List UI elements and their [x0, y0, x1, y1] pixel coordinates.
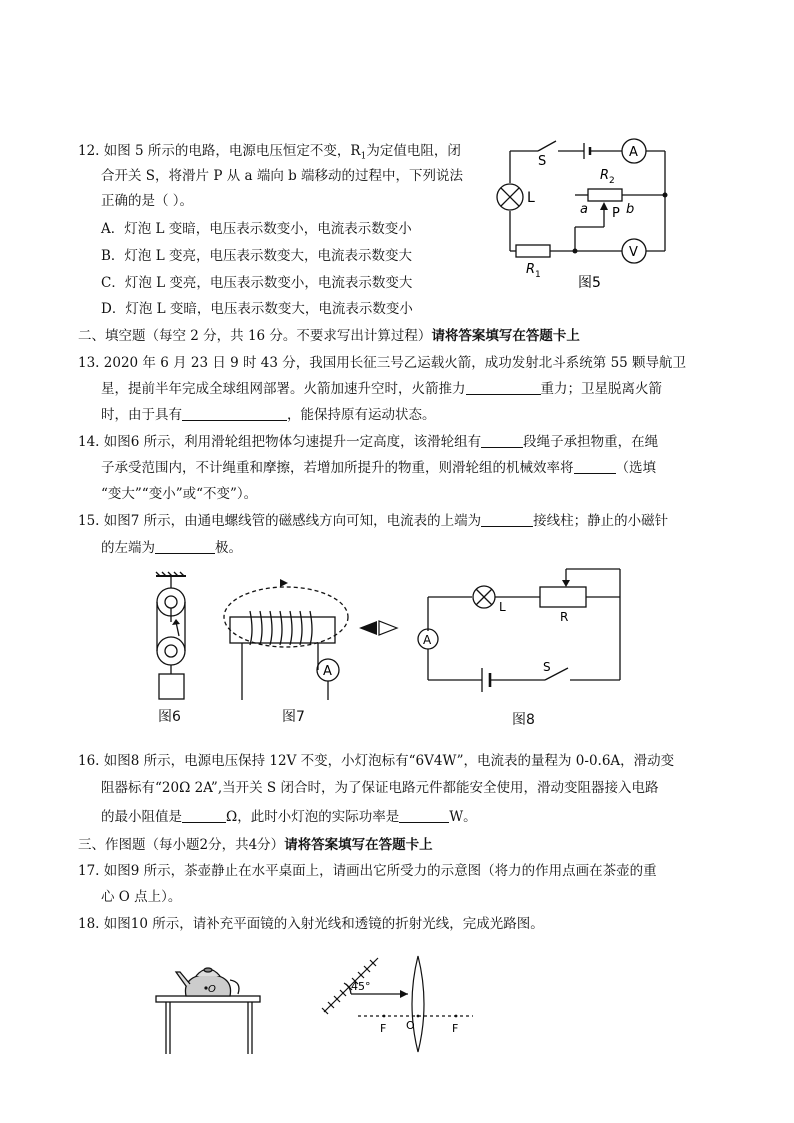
- q12-line2: 合开关 S，将滑片 P 从 a 端向 b 端移动的过程中，下列说法: [101, 168, 464, 184]
- q15-line2: 的左端为 极。: [101, 540, 242, 556]
- r1-label: R: [526, 262, 536, 277]
- figure-10-mirror-lens: [318, 952, 478, 1056]
- figure-8-lamp-label: L: [499, 600, 506, 614]
- q12-option-b: B．灯泡 L 变亮，电压表示数变大，电流表示数变大: [101, 248, 412, 264]
- figure-5-circuit: [490, 135, 680, 295]
- q15-blank-1[interactable]: [481, 512, 533, 527]
- focus-right-label: F: [452, 1022, 459, 1035]
- figure-8-rheostat-label: R: [560, 610, 569, 624]
- terminal-b-label: b: [626, 202, 635, 217]
- figure-8-switch-label: S: [543, 660, 551, 674]
- figure-6-pulley: [150, 572, 195, 702]
- lamp-label: L: [527, 190, 535, 206]
- q13-line3: 时，由于具有 ，能保持原有运动状态。: [101, 407, 436, 423]
- r2-subscript: 2: [609, 176, 615, 186]
- figure-7-caption: 图7: [282, 709, 305, 725]
- figure-7-ammeter-label: A: [323, 664, 332, 679]
- r2-label: R: [600, 168, 610, 183]
- section-3-title: 三、作图题（每小题2分，共4分）请将答案填写在答题卡上: [78, 837, 433, 853]
- q12-line1: 12. 如图 5 所示的电路，电源电压恒定不变，$R_1$为定值电阻，闭: [78, 143, 461, 162]
- focus-left-label: F: [380, 1022, 387, 1035]
- q16-line2: 阻器标有“20Ω 2A”,当开关 S 闭合时，为了保证电路元件都能安全使用，滑动变阻器接入电路: [101, 780, 659, 796]
- q16-blank-1[interactable]: [182, 808, 226, 823]
- terminal-a-label: a: [580, 202, 588, 217]
- q17-line1: 17. 如图9 所示，茶壶静止在水平桌面上，请画出它所受力的示意图（将力的作用点画在茶壶的重: [78, 863, 657, 879]
- q14-blank-2[interactable]: [574, 459, 616, 474]
- lens-center-label: O: [406, 1019, 415, 1032]
- q12-option-c: C．灯泡 L 变亮，电压表示数变小，电流表示数变大: [101, 275, 413, 291]
- switch-label-s: S: [538, 154, 547, 169]
- slider-p-label: P: [612, 206, 620, 221]
- section-2-title: 二、填空题（每空 2 分，共 16 分。不要求写出计算过程）请将答案填写在答题卡上: [78, 328, 580, 344]
- q16-blank-2[interactable]: [399, 808, 449, 823]
- q12-option-a: A．灯泡 L 变暗，电压表示数变小，电流表示数变小: [101, 221, 412, 237]
- figure-7-solenoid: [220, 575, 400, 705]
- q12-line3: 正确的是（ ）。: [101, 193, 194, 209]
- figure-8-ammeter-label: A: [423, 633, 432, 647]
- q13-blank-2[interactable]: [182, 406, 287, 421]
- q18-line1: 18. 如图10 所示，请补充平面镜的入射光线和透镜的折射光线，完成光路图。: [78, 916, 544, 932]
- q16-line1: 16. 如图8 所示，电源电压保持 12V 不变，小灯泡标有“6V4W”，电流表的量程为 0-0.6A，滑动变: [78, 753, 675, 769]
- q14-line1: 14. 如图6 所示，利用滑轮组把物体匀速提升一定高度，该滑轮组有 段绳子承担物重，在绳: [78, 434, 659, 450]
- figure-6-caption: 图6: [158, 709, 181, 725]
- figure-5-caption: 图5: [578, 275, 601, 291]
- ammeter-label: A: [629, 145, 638, 160]
- figure-8-caption: 图8: [512, 712, 535, 728]
- q13-line2: 星，提前半年完成全球组网部署。火箭加速升空时，火箭推力 重力；卫星脱离火箭: [101, 381, 662, 397]
- mirror-angle-label: 45°: [351, 980, 371, 993]
- figure-8-circuit: [410, 565, 630, 695]
- r1-subscript: 1: [535, 270, 541, 280]
- q12-option-d: D．灯泡 L 变暗，电压表示数变大，电流表示数变小: [101, 301, 413, 317]
- teapot-center-o-label: O: [208, 984, 216, 995]
- q14-line2: 子承受范围内，不计绳重和摩擦，若增加所提升的物重，则滑轮组的机械效率将 （选填: [101, 460, 656, 476]
- compass-needle: [357, 620, 399, 636]
- q14-blank-1[interactable]: [481, 433, 523, 448]
- figure-9-teapot-table: [152, 958, 264, 1058]
- voltmeter-label: V: [629, 245, 638, 260]
- q13-blank-1[interactable]: [466, 380, 541, 395]
- q15-line1: 15. 如图7 所示，由通电螺线管的磁感线方向可知，电流表的上端为 接线柱；静止的小磁针: [78, 513, 669, 529]
- q14-line3: “变大”“变小”或“不变”）。: [101, 486, 258, 502]
- q16-line3: 的最小阻值是 Ω，此时小灯泡的实际功率是 W。: [101, 809, 477, 825]
- q17-line2: 心 O 点上）。: [101, 889, 182, 905]
- q15-blank-2[interactable]: [155, 539, 215, 554]
- q13-line1: 13. 2020 年 6 月 23 日 9 时 43 分，我国用长征三号乙运载火箭，成功发射北斗系统第 55 颗导航卫: [78, 355, 687, 371]
